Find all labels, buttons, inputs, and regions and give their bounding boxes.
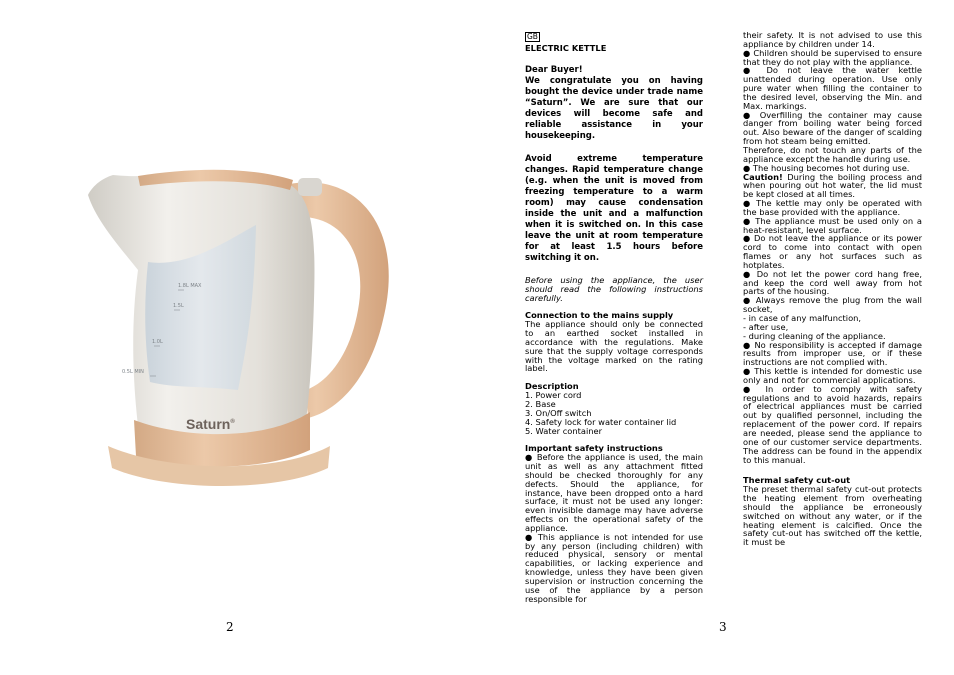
- safety-paragraph: ● In order to comply with safety regulations and to avoid hazards, repairs of electrical appliances must be carried out by qualified personnel, including the replacement of the power cord. If repairs are needed, please send the appliance to one of our customer service departments. The address can be found in the appendix to this manual.: [743, 383, 922, 465]
- safety-paragraph: Therefore, do not touch any parts of the appliance except the handle during use.: [743, 144, 922, 164]
- level-mark-max: 1.8L MAX: [178, 283, 202, 289]
- unplug-item: - during cleaning of the appliance.: [743, 330, 886, 341]
- safety-paragraph: ● Overfilling the container may cause danger from boiling water being forced out. Also beware of the danger of scalding from hot steam being emitted.: [743, 109, 922, 147]
- connection-heading: Connection to the mains supply: [525, 310, 674, 321]
- level-mark-1-0: 1.0L: [152, 339, 163, 345]
- safety-paragraph: their safety. It is not advised to use this appliance by children under 14.: [743, 30, 922, 49]
- safety-paragraph: ● This kettle is intended for domestic use only and not for commercial applications.: [743, 366, 922, 385]
- safety-paragraph: ● The appliance must be used only on a heat-resistant, level surface.: [743, 215, 922, 235]
- description-item: 5. Water container: [525, 425, 603, 436]
- description-item: 2. Base: [525, 398, 556, 409]
- level-mark-1-5: 1.5L: [173, 303, 184, 309]
- safety-paragraph: ● Before the appliance is used, the main unit as well as any attachment fitted should be checked thoroughly for any defects. Should the appliance, for instance, have been dropped onto a hard surface, it must not be used any longer: even invisible damage may have adverse effects on the operational safety of the appliance.: [525, 452, 703, 533]
- description-heading: Description: [525, 381, 579, 392]
- lid-button: [298, 178, 322, 196]
- safety-paragraph: ● No responsibility is accepted if damage results from improper use, or if these instructions are not complied with.: [743, 339, 922, 368]
- thermal-text: The preset thermal safety cut-out protects the heating element from overheating should the appliance be erroneously switched on without any water, or if the heating element is calcified. Once the safety cut-out has switched off the kettle, it must be: [743, 484, 922, 548]
- page-number-right: 3: [719, 620, 727, 634]
- level-mark-min: 0.5L MIN: [122, 369, 144, 375]
- description-item: 4. Safety lock for water container lid: [525, 416, 677, 427]
- safety-paragraph: ● Do not leave the appliance or its power cord to come into contact with open flames or any hot surfaces such as hotplates.: [743, 233, 922, 270]
- caution-paragraph: Caution! During the boiling process and when pouring out hot water, the lid must be kept closed at all times.: [743, 171, 922, 200]
- connection-text: The appliance should only be connected to an earthed socket installed in accordance with the regulations. Make sure that the supply voltage corresponds with the voltage marked on the rating label.: [525, 319, 703, 374]
- greeting: Dear Buyer!: [525, 64, 583, 75]
- text-column-2: [743, 31, 922, 547]
- safety-paragraph: ● Do not let the power cord hang free, and keep the cord well away from hot parts of the housing.: [743, 268, 922, 297]
- safety-paragraph: ● Do not leave the water kettle unattended during operation. Use only pure water when filling the container to the desired level, observing the Min. and Max. markings.: [743, 65, 922, 111]
- language-badge: GB: [527, 32, 538, 41]
- text-column-1: [525, 32, 703, 604]
- before-use-note: Before using the appliance, the user should read the following instructions carefully.: [525, 274, 703, 303]
- safety-paragraph: ● The housing becomes hot during use.: [743, 162, 910, 173]
- thermal-heading: Thermal safety cut-out: [743, 475, 851, 486]
- safety-paragraph: ● The kettle may only be operated with the base provided with the appliance.: [743, 198, 922, 217]
- safety-paragraph: ● Always remove the plug from the wall socket,: [743, 295, 922, 315]
- temperature-warning: Avoid extreme temperature changes. Rapid temperature change (e.g. when the unit is moved from freezing temperature to a warm room) may cause condensation inside the unit and a malfunction when it is switched on. In this case leave the unit at room temperature for at least 1.5 hours before switching it on.: [525, 153, 703, 263]
- safety-paragraph: ● Children should be supervised to ensure that they do not play with the appliance.: [743, 47, 922, 67]
- intro-paragraph: We congratulate you on having bought the device under trade name “Saturn”. We are sure that our devices will become safe and reliable assistance in your housekeeping.: [525, 75, 703, 141]
- document-title: ELECTRIC KETTLE: [525, 43, 607, 53]
- kettle-image: [78, 150, 398, 490]
- safety-paragraph: ● This appliance is not intended for use by any person (including children) with reduced physical, sensory or mental capabilities, or lacking experience and knowledge, unless they have been given supervision or instruction concerning the use of the appliance by a person responsible for: [525, 531, 703, 604]
- unplug-item: - in case of any malfunction,: [743, 313, 862, 323]
- page-number-left: 2: [226, 620, 234, 634]
- caution-label: Caution!: [743, 171, 783, 182]
- safety-heading: Important safety instructions: [525, 443, 663, 454]
- unplug-item: - after use,: [743, 321, 789, 332]
- kettle-brand: Saturn®: [186, 416, 235, 432]
- description-item: 3. On/Off switch: [525, 407, 592, 418]
- description-item: 1. Power cord: [525, 390, 582, 401]
